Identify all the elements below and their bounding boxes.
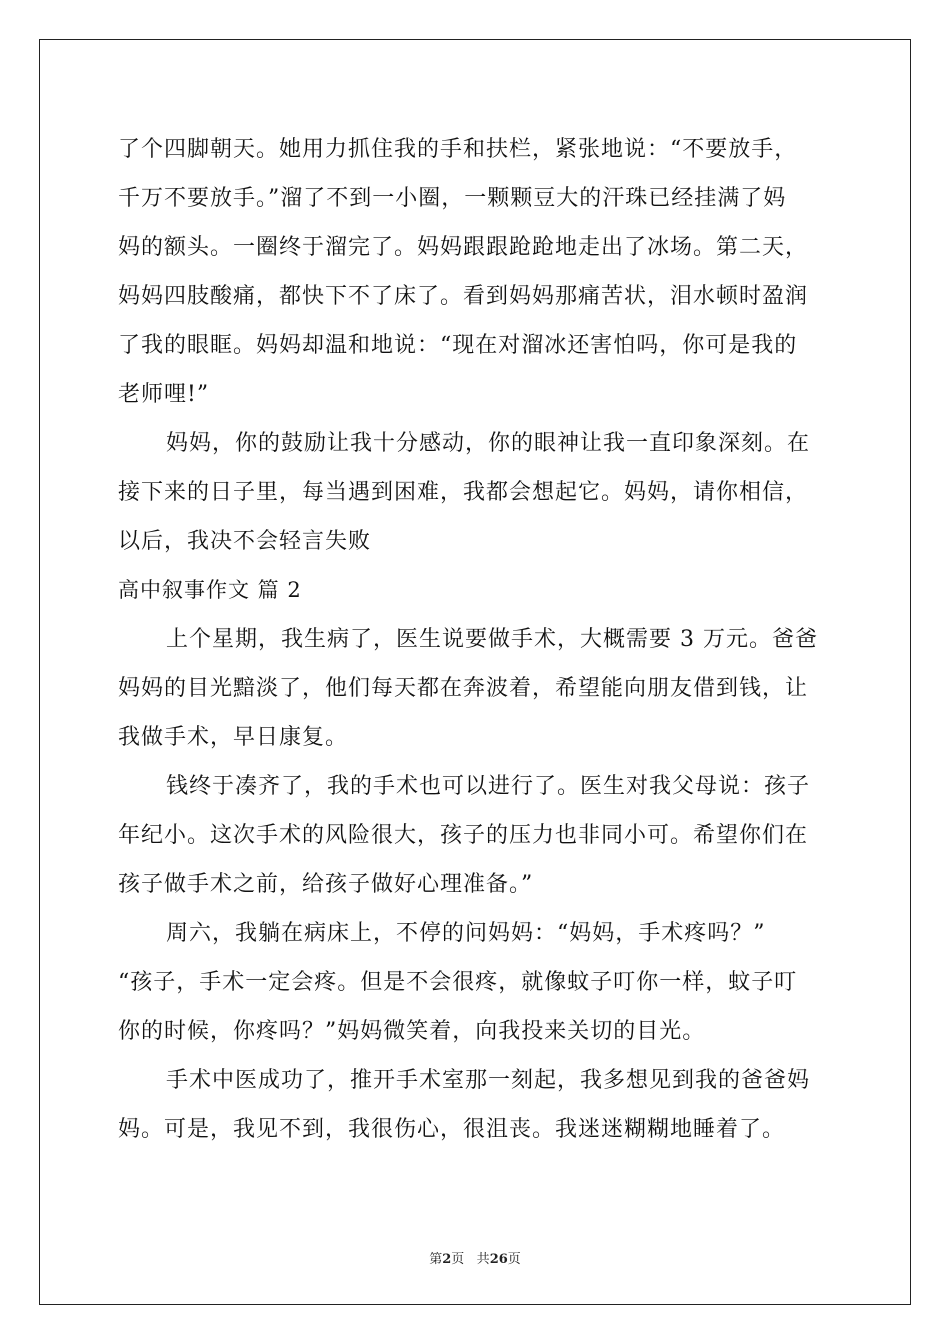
- paragraph: [118, 909, 838, 1056]
- section-heading: 高中叙事作文 篇 2: [118, 578, 302, 602]
- text-line: 了我的眼眶。妈妈却温和地说：“现在对溜冰还害怕吗，你可是我的: [118, 333, 798, 358]
- page-footer: [0, 1248, 950, 1267]
- total-suffix: 页: [507, 1252, 521, 1267]
- page-number: 2: [442, 1252, 452, 1267]
- text-line: “孩子，手术一定会疼。但是不会很疼，就像蚊子叮你一样，蚊子叮: [118, 970, 798, 995]
- text-line: 年纪小。这次手术的风险很大，孩子的压力也非同小可。希望你们在: [118, 823, 809, 848]
- text-line: 你的时候，你疼吗？”妈妈微笑着，向我投来关切的目光。: [118, 1019, 706, 1044]
- text-line: 了个四脚朝天。她用力抓住我的手和扶栏，紧张地说：“不要放手，: [118, 137, 798, 162]
- text-line: 妈妈，你的鼓励让我十分感动，你的眼神让我一直印象深刻。在: [166, 431, 811, 456]
- text-line: 周六，我躺在病床上，不停的问妈妈：“妈妈，手术疼吗？”: [166, 921, 766, 946]
- paragraph: [118, 762, 838, 909]
- text-line: 千万不要放手。”溜了不到一小圈，一颗颗豆大的汗珠已经挂满了妈: [118, 186, 787, 211]
- paragraph: [118, 615, 838, 762]
- text-line: 老师哩!”: [118, 382, 210, 407]
- text-line: 手术中医成功了，推开手术室那一刻起，我多想见到我的爸爸妈: [166, 1068, 811, 1093]
- document-body: [118, 125, 838, 1154]
- text-line: 妈妈四肢酸痛，都快下不了床了。看到妈妈那痛苦状，泪水顿时盈润: [118, 284, 809, 309]
- page-prefix: 第: [429, 1252, 443, 1267]
- text-line: 妈。可是，我见不到，我很伤心，很沮丧。我迷迷糊糊地睡着了。: [118, 1117, 786, 1142]
- paragraph: [118, 125, 838, 419]
- paragraph: [118, 419, 838, 566]
- total-prefix: 共: [476, 1252, 490, 1267]
- text-line: 孩子做手术之前，给孩子做好心理准备。”: [118, 872, 534, 897]
- text-line: 妈妈的目光黯淡了，他们每天都在奔波着，希望能向朋友借到钱，让: [118, 676, 809, 701]
- page-suffix: 页: [451, 1252, 465, 1267]
- paragraph: [118, 1056, 838, 1154]
- text-line: 以后，我决不会轻言失败: [118, 529, 372, 554]
- text-line: 接下来的日子里，每当遇到困难，我都会想起它。妈妈，请你相信，: [118, 480, 809, 505]
- total-pages: 26: [489, 1252, 508, 1267]
- text-line: 上个星期，我生病了，医生说要做手术，大概需要 3 万元。爸爸: [166, 627, 818, 652]
- text-line: 钱终于凑齐了，我的手术也可以进行了。医生对我父母说：孩子: [166, 774, 811, 799]
- text-line: 妈的额头。一圈终于溜完了。妈妈跟跟跄跄地走出了冰场。第二天，: [118, 235, 809, 260]
- text-line: 我做手术，早日康复。: [118, 725, 349, 750]
